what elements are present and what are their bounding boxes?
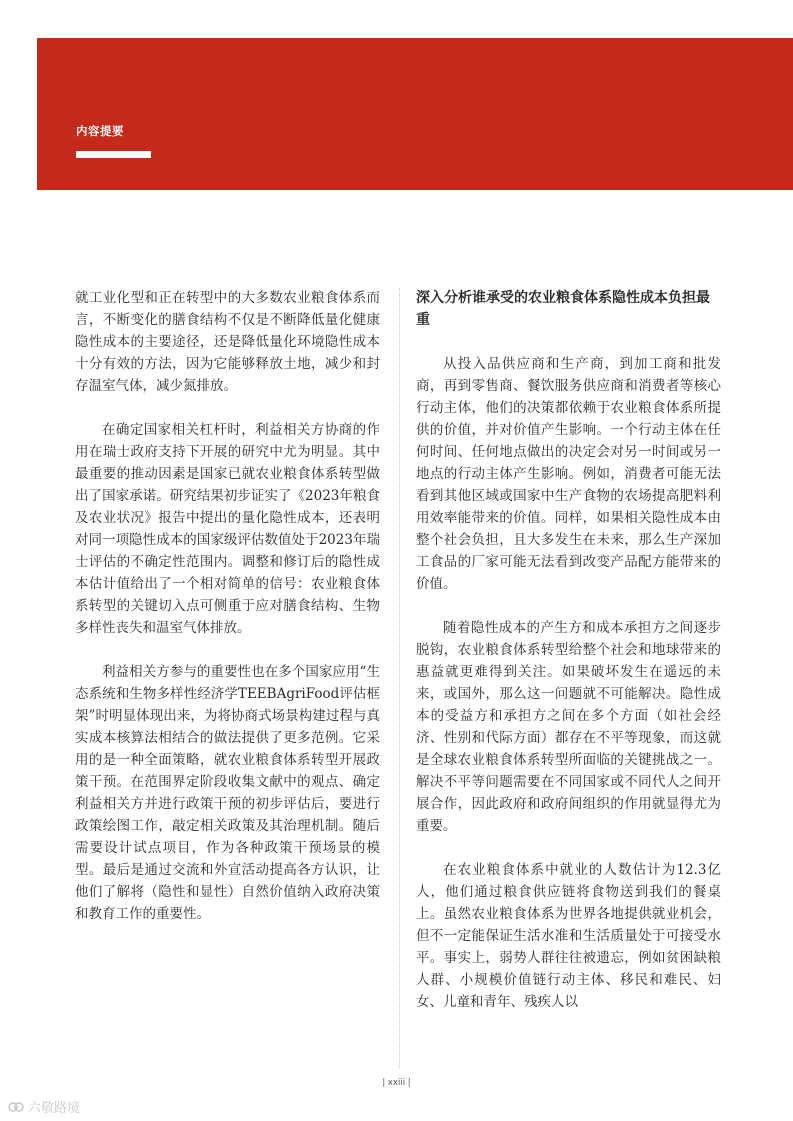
watermark-text: 六敬路境 <box>28 1101 81 1116</box>
title-underline-bar <box>76 151 151 158</box>
left-paragraph-2: 在确定国家相关杠杆时，利益相关方协商的作用在瑞士政府支持下开展的研究中尤为明显。其中最重要的推动因素是国家已就农业粮食体系转型做出了国家承诺。研究结果初步证实了《2023年粮食及农业状况》报告中提出的量化隐性成本，还表明对同一项隐性成本的国家级评估数值处于2023年瑞士评估的不确定性范围内。调整和修订后的隐性成本估计值给出了一个相对简单的信号：农业粮食体系转型的关键切入点可侧重于应对膳食结构、生物多样性丧失和温室气体排放。 <box>75 422 380 636</box>
page-number: | xxiii | <box>382 1078 411 1088</box>
watermark-logo-icon <box>8 1100 24 1114</box>
right-paragraph-3: 在农业粮食体系中就业的人数估计为12.3亿人，他们通过粮食供应链将食物送到我们的餐桌上。虽然农业粮食体系为世界各地提供就业机会，但不一定能保证生活水准和生活质量处于可接受水平。事实上，弱势人群往往被遗忘，例如贫困缺粮人群、小规模价值链行动主体、移民和难民、妇女、儿童和青年、残疾人以 <box>416 862 721 1010</box>
watermark <box>8 1097 80 1116</box>
column-divider <box>399 288 400 1068</box>
left-paragraph-3: 利益相关方参与的重要性也在多个国家应用“生态系统和生物多样性经济学TEEBAgriFood评估框架”时明显体现出来，为将协商式场景构建过程与真实成本核算法相结合的做法提供了更多范例。它采用的是一种全面策略，就农业粮食体系转型开展政策干预。在范围界定阶段收集文献中的观点、确定利益相关方并进行政策干预的初步评估后，要进行政策绘图工作，敲定相关政策及其治理机制。随后需要设计试点项目，作为各种政策干预场景的模型。最后是通过交流和外宣活动提高各方认识，让他们了解将（隐性和显性）自然价值纳入政府决策和教育工作的重要性。 <box>75 664 380 922</box>
right-paragraph-2: 随着隐性成本的产生方和成本承担方之间逐步脱钩，农业粮食体系转型给整个社会和地球带来的惠益就更难得到关注。如果破坏发生在遥远的未来，或国外，那么这一问题就不可能解决。隐性成本的受益方和承担方之间在多个方面（如社会经济、性别和代际方面）都存在不平等现象，而这就是全球农业粮食体系转型所面临的关键挑战之一。解决不平等问题需要在不同国家或不同代人之间开展合作，因此政府和政府间组织的作用就显得尤为重要。 <box>416 620 721 834</box>
section-title: 内容提要 <box>76 124 124 138</box>
section-heading: 深入分析谁承受的农业粮食体系隐性成本负担最重 <box>416 290 710 328</box>
left-paragraph-1: 就工业化型和正在转型中的大多数农业粮食体系而言，不断变化的膳食结构不仅是不断降低量化健康隐性成本的主要途径，还是降低量化环境隐性成本十分有效的方法，因为它能够释放土地，减少和封存温室气体，减少氮排放。 <box>75 290 380 394</box>
right-column <box>416 287 721 1035</box>
left-column <box>75 287 380 947</box>
right-paragraph-1: 从投入品供应商和生产商，到加工商和批发商，再到零售商、餐饮服务供应商和消费者等核心行动主体，他们的决策都依赖于农业粮食体系所提供的价值，并对价值产生影响。一个行动主体在任何时间、任何地点做出的决定会对另一时间或另一地点的行动主体产生影响。例如，消费者可能无法看到其他区域或国家中生产食物的农场提高肥料利用效率能带来的价值。同样，如果相关隐性成本由整个社会负担，且大多发生在未来，那么生产深加工食品的厂家可能无法看到改变产品配方能带来的价值。 <box>416 356 721 592</box>
header-banner <box>37 38 793 190</box>
